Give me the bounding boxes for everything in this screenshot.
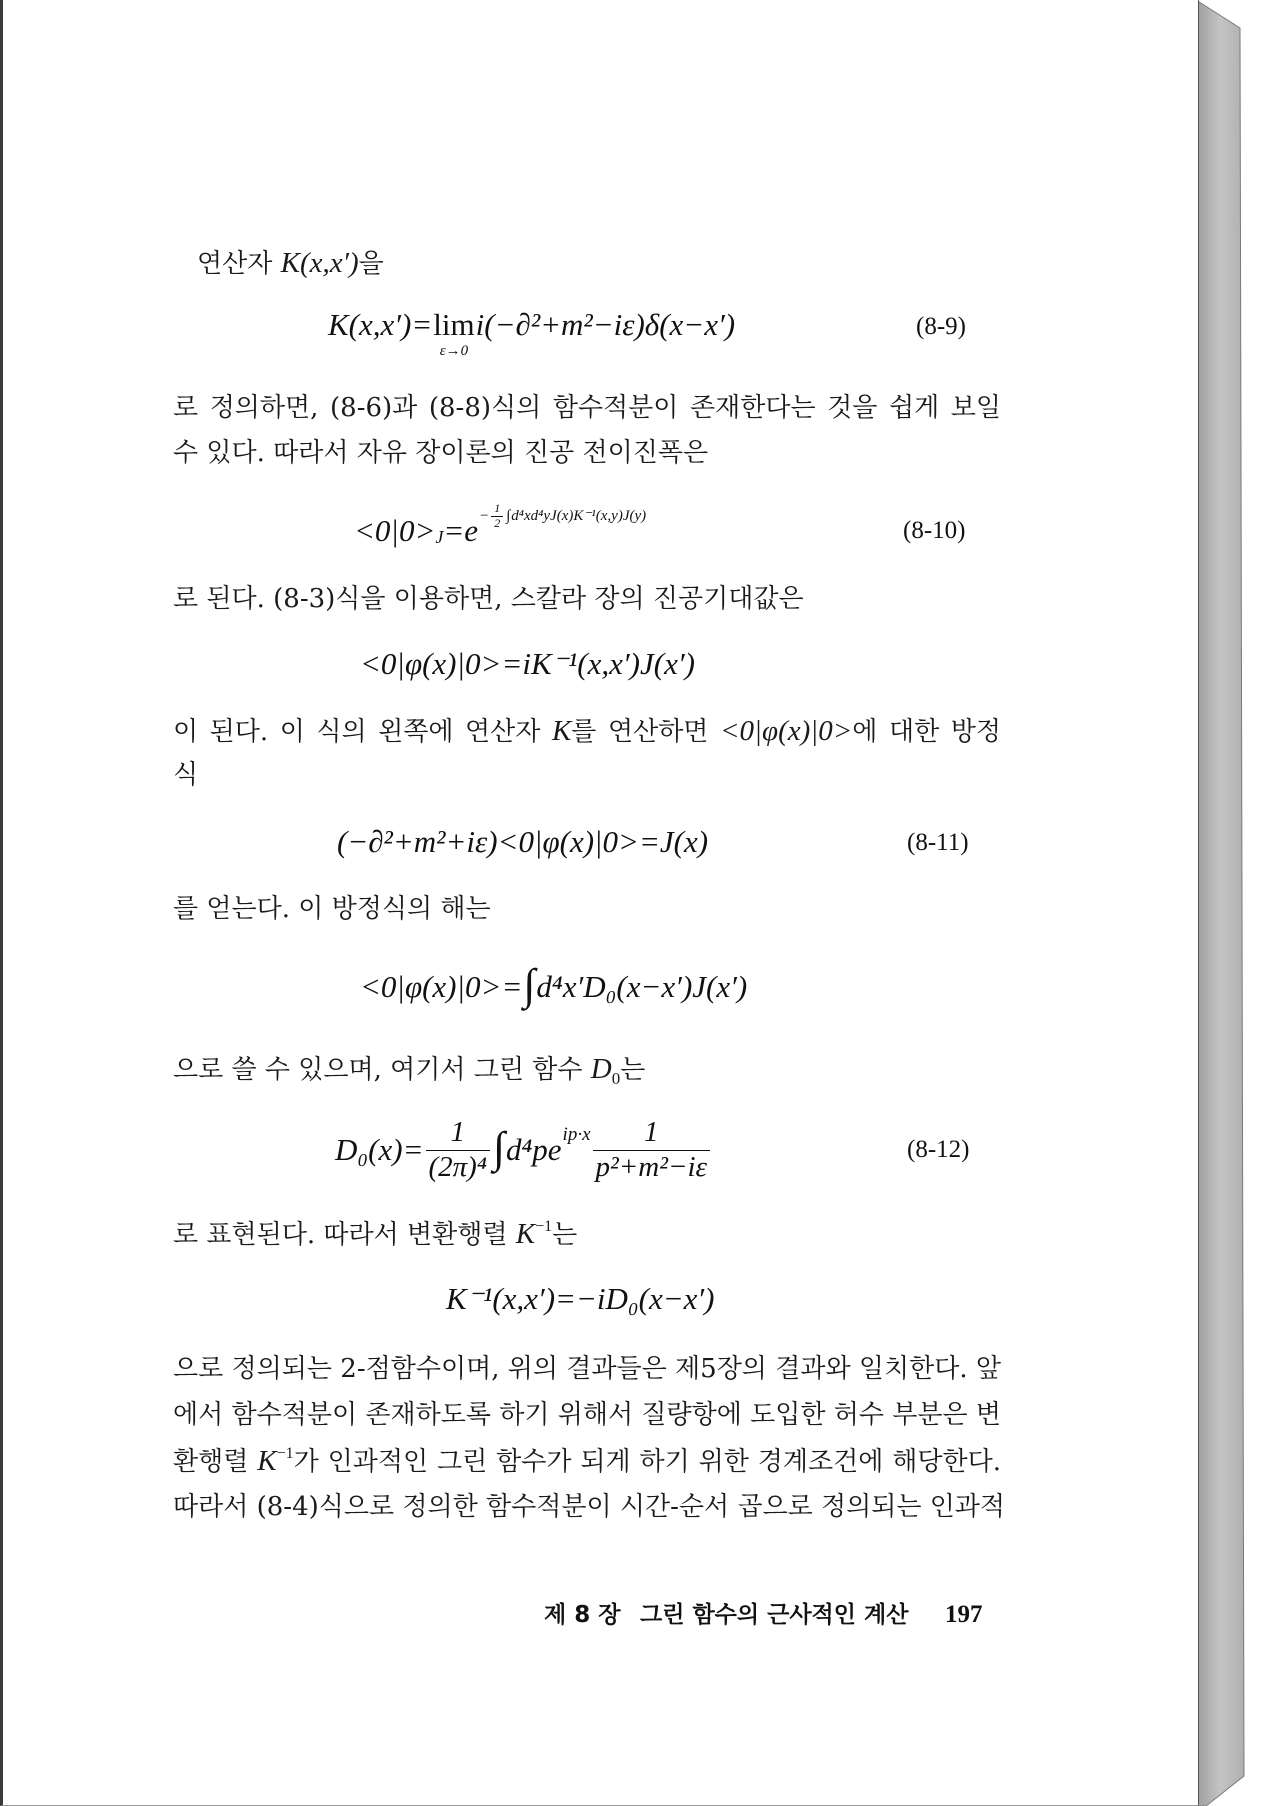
inline-math: K xyxy=(515,1218,536,1250)
exponent-fraction xyxy=(491,502,503,531)
equation-body: (−∂²+m²+iε)<0|φ(x)|0>=J(x) xyxy=(337,824,709,859)
text-segment: 로 표현된다. 따라서 변환행렬 xyxy=(173,1220,516,1250)
equation-label-8-12: (8-12) xyxy=(907,1136,970,1163)
equation-8-9 xyxy=(328,307,736,359)
inline-math: D xyxy=(590,1053,612,1085)
exponent xyxy=(479,498,646,534)
text-segment: 를 연산하면 xyxy=(571,717,720,747)
exponent-sign: − xyxy=(479,508,490,524)
integral-sign: ∫ xyxy=(523,960,536,1009)
text-segment: 연산자 xyxy=(197,249,281,279)
text-segment: 이 된다. 이 식의 왼쪽에 연산자 xyxy=(173,717,552,747)
equation-body: K⁻¹(x,x′)=−iD₀(x−x′) xyxy=(446,1281,715,1316)
integral-sign: ∫ xyxy=(492,1123,505,1172)
equation-vacuum-expectation xyxy=(360,646,695,682)
fraction-prefactor xyxy=(426,1116,490,1184)
equation-8-10 xyxy=(354,500,647,549)
limit-operator xyxy=(433,307,475,359)
inline-math: K(x,x′) xyxy=(280,247,359,279)
equation-label-8-9: (8-9) xyxy=(916,313,966,340)
fraction-numerator: 1 xyxy=(426,1116,490,1150)
integral-sign: ∫ xyxy=(506,508,511,524)
fraction-denominator: (2π)⁴ xyxy=(428,1150,487,1183)
footer-chapter: 제 8 장 xyxy=(544,1602,621,1628)
text-line-8 xyxy=(173,1051,1001,1087)
equation-8-11 xyxy=(337,824,708,860)
text-segment: 가 인과적인 그린 함수가 되게 하기 위한 경계조건에 해당한다. xyxy=(293,1447,1001,1477)
inline-math: K xyxy=(551,715,572,747)
equation-rhs: i(−∂²+m²−iε)δ(x−x′) xyxy=(475,307,736,342)
equation-lhs: <0|φ(x)|0>= xyxy=(360,969,523,1004)
text-line-10: 으로 정의되는 2-점함수이며, 위의 결과들은 제5장의 결과와 일치한다. 앞 xyxy=(173,1354,1001,1384)
inline-math-superscript: −1 xyxy=(276,1445,294,1462)
exponent-integrand: d⁴xd⁴yJ(x)K⁻¹(x,y)J(y) xyxy=(511,508,647,524)
text-line-7: 를 얻는다. 이 방정식의 해는 xyxy=(173,894,491,924)
inline-math: <0|φ(x)|0> xyxy=(719,715,853,747)
text-line-12 xyxy=(173,1443,1001,1479)
equation-lhs: <0|0> xyxy=(354,513,436,548)
equation-body: <0|φ(x)|0>=iK⁻¹(x,x′)J(x′) xyxy=(360,646,695,681)
text-line-4: 로 된다. (8-3)식을 이용하면, 스칼라 장의 진공기대값은 xyxy=(173,584,804,614)
equation-8-12 xyxy=(335,1116,712,1183)
text-segment: 을 xyxy=(358,249,384,279)
text-line-6: 식 xyxy=(173,760,199,790)
text-segment: 는 xyxy=(552,1220,578,1250)
equation-lhs-subscript: J xyxy=(435,527,444,547)
text-line-9 xyxy=(173,1216,1001,1252)
limit-word: lim xyxy=(433,307,475,342)
equation-inverse-operator xyxy=(446,1281,715,1317)
text-line-5 xyxy=(173,713,1001,749)
text-segment: 환행렬 xyxy=(173,1447,258,1477)
text-segment: 에 대한 방정 xyxy=(852,717,1001,747)
equation-rhs: d⁴x′D₀(x−x′)J(x′) xyxy=(536,969,748,1004)
limit-subscript: ε→0 xyxy=(439,343,469,359)
text-segment: 으로 쓸 수 있으며, 여기서 그린 함수 xyxy=(173,1055,591,1085)
equation-label-8-11: (8-11) xyxy=(907,829,969,856)
inline-math-superscript: −1 xyxy=(535,1218,553,1235)
inline-math-subscript: 0 xyxy=(611,1069,621,1088)
text-line-1 xyxy=(197,245,384,281)
fraction-numerator: 1 xyxy=(491,502,503,517)
text-line-13: 따라서 (8-4)식으로 정의한 함수적분이 시간-순서 곱으로 정의되는 인과적 xyxy=(173,1492,1006,1522)
equation-equals-e: =e xyxy=(443,513,479,548)
text-segment: 는 xyxy=(620,1055,646,1085)
equation-solution xyxy=(360,960,748,1009)
text-line-3: 수 있다. 따라서 자유 장이론의 진공 전이진폭은 xyxy=(173,438,709,468)
fraction-denominator: 2 xyxy=(494,515,501,530)
text-line-2: 로 정의하면, (8-6)과 (8-8)식의 함수적분이 존재한다는 것을 쉽게 보일 xyxy=(173,393,1001,423)
footer-chapter-title: 그린 함수의 근사적인 계산 xyxy=(640,1602,909,1628)
fraction-propagator xyxy=(593,1116,710,1184)
inline-math: K xyxy=(257,1445,277,1477)
equation-lhs: D₀(x)= xyxy=(335,1132,424,1167)
text-line-11: 에서 함수적분이 존재하도록 하기 위해서 질량항에 도입한 허수 부분은 변 xyxy=(173,1400,1001,1430)
equation-lhs: K(x,x′)= xyxy=(328,307,433,342)
fraction-denominator: p²+m²−iε xyxy=(595,1150,707,1183)
exponent: ip·x xyxy=(562,1124,591,1145)
fraction-numerator: 1 xyxy=(593,1116,710,1150)
integrand-measure: d⁴pe xyxy=(506,1132,562,1167)
equation-label-8-10: (8-10) xyxy=(903,517,966,544)
page-number: 197 xyxy=(945,1601,983,1628)
